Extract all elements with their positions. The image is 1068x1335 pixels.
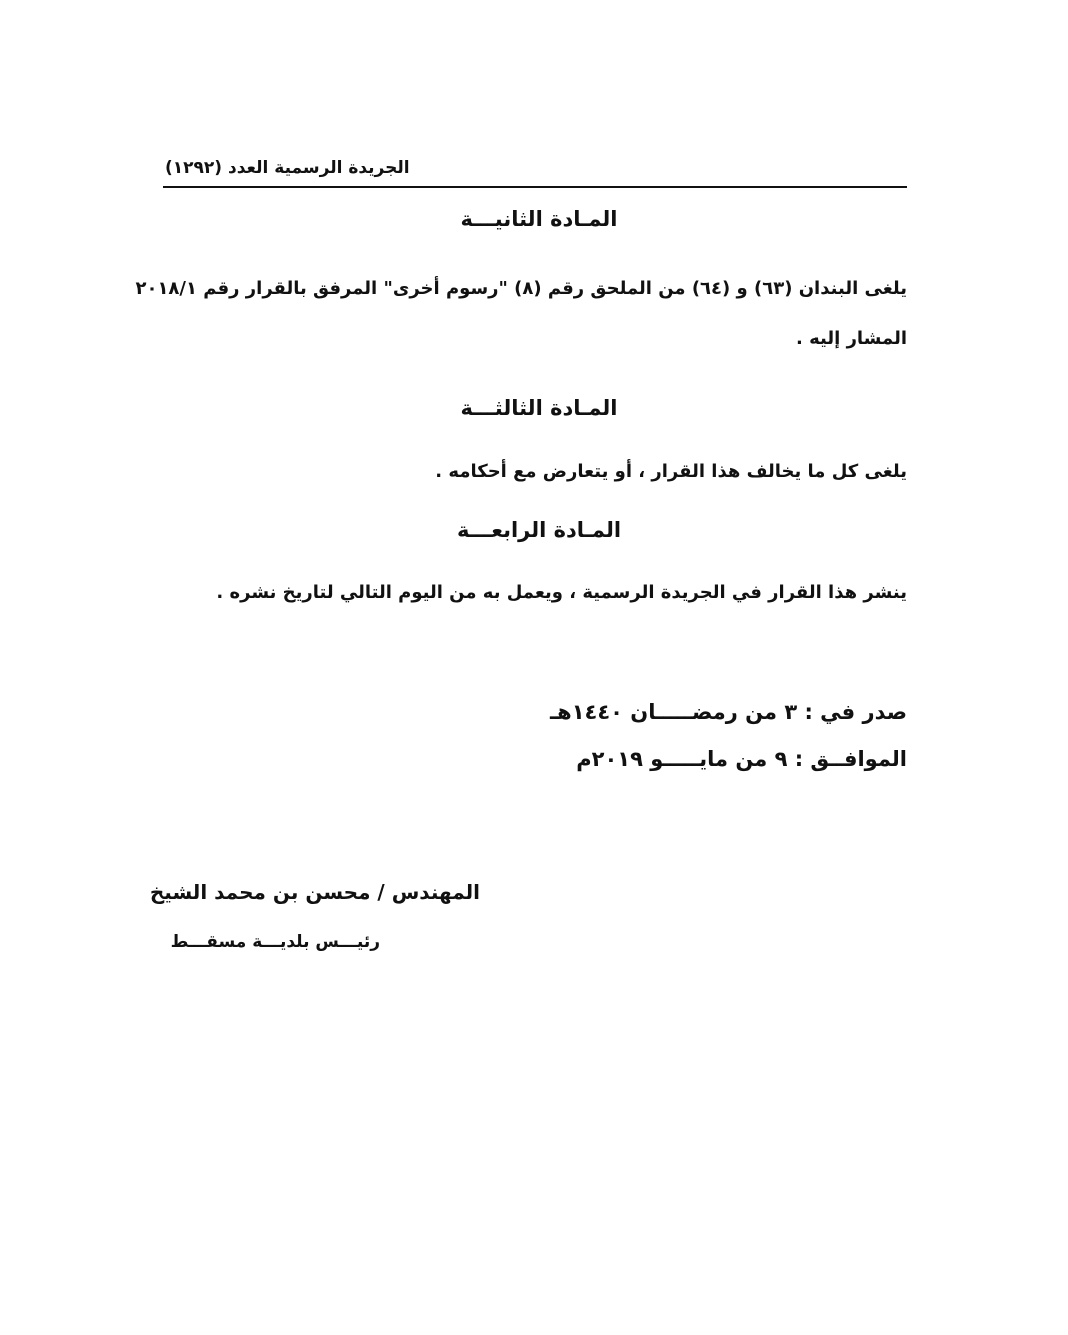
article-3-heading: المـادة الثالثـــة [460,396,618,420]
signatory-title: رئيـــس بلديـــة مسقـــط [170,932,380,952]
issued-hijri-date: صدر في : ٣ من رمضـــــان ١٤٤٠هـ [549,700,907,724]
article-2-heading: المـادة الثانيـــة [460,207,618,231]
article-2-line-1: يلغى البندان (٦٣) و (٦٤) من الملحق رقم (٨) "رسوم أخرى" المرفق بالقرار رقم ٢٠١٨/١ [135,278,907,299]
article-2-line-2: المشار إليه . [796,328,907,349]
issued-gregorian-date: الموافــق : ٩ من مايـــــو ٢٠١٩م [576,747,907,771]
signatory-name: المهندس / محسن بن محمد الشيخ [149,880,480,904]
gazette-header: الجريدة الرسمية العدد (١٢٩٢) [165,158,410,178]
article-4-heading: المـادة الرابعـــة [456,518,622,542]
article-4-line-1: ينشر هذا القرار في الجريدة الرسمية ، ويعمل به من اليوم التالي لتاريخ نشره . [216,582,907,603]
article-3-line-1: يلغى كل ما يخالف هذا القرار ، أو يتعارض مع أحكامه . [435,461,907,482]
header-divider [163,186,907,188]
